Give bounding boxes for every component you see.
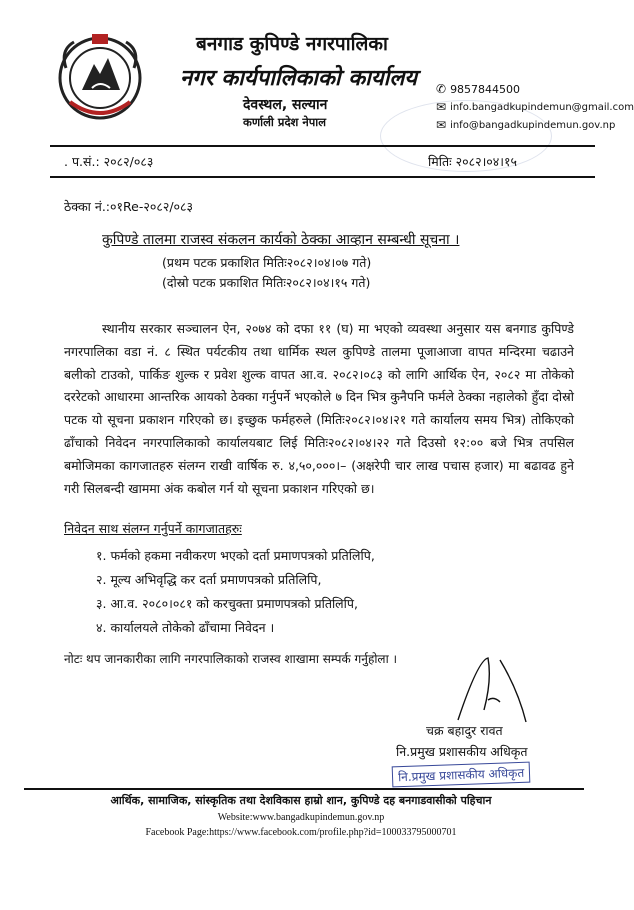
signatory-stamp: नि.प्रमुख प्रशासकीय अधिकृत [392,762,531,788]
list-item: ३. आ.व. २०८०।०८१ को करचुक्ता प्रमाणपत्रको प्रतिलिपि, [96,596,358,611]
mail-icon: ✉ [436,118,447,132]
notice-body: स्थानीय सरकार सञ्चालन ऐन, २०७४ को दफा ११ (घ) मा भएको व्यवस्था अनुसार यस बनगाड कुपिण्डे नगरपालिका वडा नं. ८ स्थित पर्यटकीय तथा धार्मिक स्थल कुपिण्डे तालमा पूजाआजा वापत मन्दिरमा चढाउने बलीको टाउको, पार्किङ शुल्क र प्रवेश शुल्क वापत आ.व. २०८२।०८३ को लागि आर्थिक ऐन, २०८२ मा तोकेको दररेटको आधारमा आन्तरिक आयको ठेक्का गर्नुपर्ने भएकोले ७ दिन भित्र कुनैपनि फर्मले ठेक्का नहालेको हुँदा दोस्रो पटक यो सूचना प्रकाशन गरिएको छ। इच्छुक फर्महरुले (मितिः२०८२।०४।२१ गते कार्यालय समय भित्र) तोकिएको ढाँचाको निवेदन नगरपालिकाको कार्यालयबाट लिई मितिः२०८२।०४।२२ गते दिउसो १२:०० बजे भित्र तपसिल बमोजिमका कागजातहरु संलग्न राखी वार्षिक रु. ४,५०,०००।– (अक्षरेपी चार लाख पचास हजार) मा बढावढ हुने गरी सिलबन्दी खाममा अंक कबोल गर्न यो सूचना प्रकाशन गरिएको छ। [64,321,574,496]
header-divider-top [50,145,595,147]
province-line: कर्णाली प्रदेश नेपाल [243,115,327,129]
notice-title: कुपिण्डे तालमा राजस्व संकलन कार्यको ठेक्का आव्हान सम्बन्धी सूचना । [102,232,460,248]
signatory-post: नि.प्रमुख प्रशासकीय अधिकृत [396,744,528,759]
documents-heading: निवेदन साथ संलग्न गर्नुपर्ने कागजातहरुः [64,521,242,536]
emblem-icon [52,28,148,124]
footer-slogan: आर्थिक, सामाजिक, सांस्कृतिक तथा देशविकास हाम्रो शान, कुपिण्डे दह बनगाडवासीको पहिचान [110,794,492,807]
signature-scribble [448,650,538,730]
email-contact-2 [436,118,615,132]
org-name: बनगाड कुपिण्डे नगरपालिका [196,33,388,55]
contract-number: ठेक्का नं.:०१Re-२०८२/०८३ [64,199,194,214]
note: नोटः थप जानकारीका लागि नगरपालिकाको राजस्व शाखामा सम्पर्क गर्नुहोला । [64,652,398,666]
footer-divider [24,788,584,790]
phone-icon: ✆ [436,82,447,96]
list-item: २. मूल्य अभिवृद्धि कर दर्ता प्रमाणपत्रको प्रतिलिपि, [96,572,322,587]
footer-facebook[interactable]: Facebook Page:https://www.facebook.com/profile.php?id=100033795000701 [145,827,457,838]
mail-icon: ✉ [436,100,447,114]
email-2[interactable]: info@bangadkupindemun.gov.np [450,119,616,131]
signatory-name: चक्र बहादुर रावत [426,723,503,738]
reference-number: . प.सं.: २०८२/०८३ [64,154,154,169]
office-name: नगर कार्यपालिकाको कार्यालय [180,66,417,91]
email-1[interactable]: info.bangadkupindemun@gmail.com [450,101,634,113]
first-published-date: (प्रथम पटक प्रकाशित मितिः२०८२।०४।०७ गते) [162,255,372,270]
phone-contact [436,82,520,96]
footer-website[interactable]: Website:www.bangadkupindemun.gov.np [217,812,385,823]
documents-list [96,544,375,640]
letter-date: मितिः २०८२।०४।१५ [428,154,518,169]
list-item: १. फर्मको हकमा नवीकरण भएको दर्ता प्रमाणपत्रको प्रतिलिपि, [96,548,375,563]
address-line: देवस्थल, सल्यान [243,97,328,113]
header-divider-bottom [50,176,595,178]
email-contact-1 [436,100,634,114]
second-published-date: (दोस्रो पटक प्रकाशित मितिः२०८२।०४।१५ गते) [162,275,371,290]
list-item: ४. कार्यालयले तोकेको ढाँचामा निवेदन । [96,620,275,635]
phone-number: 9857844500 [450,82,521,96]
